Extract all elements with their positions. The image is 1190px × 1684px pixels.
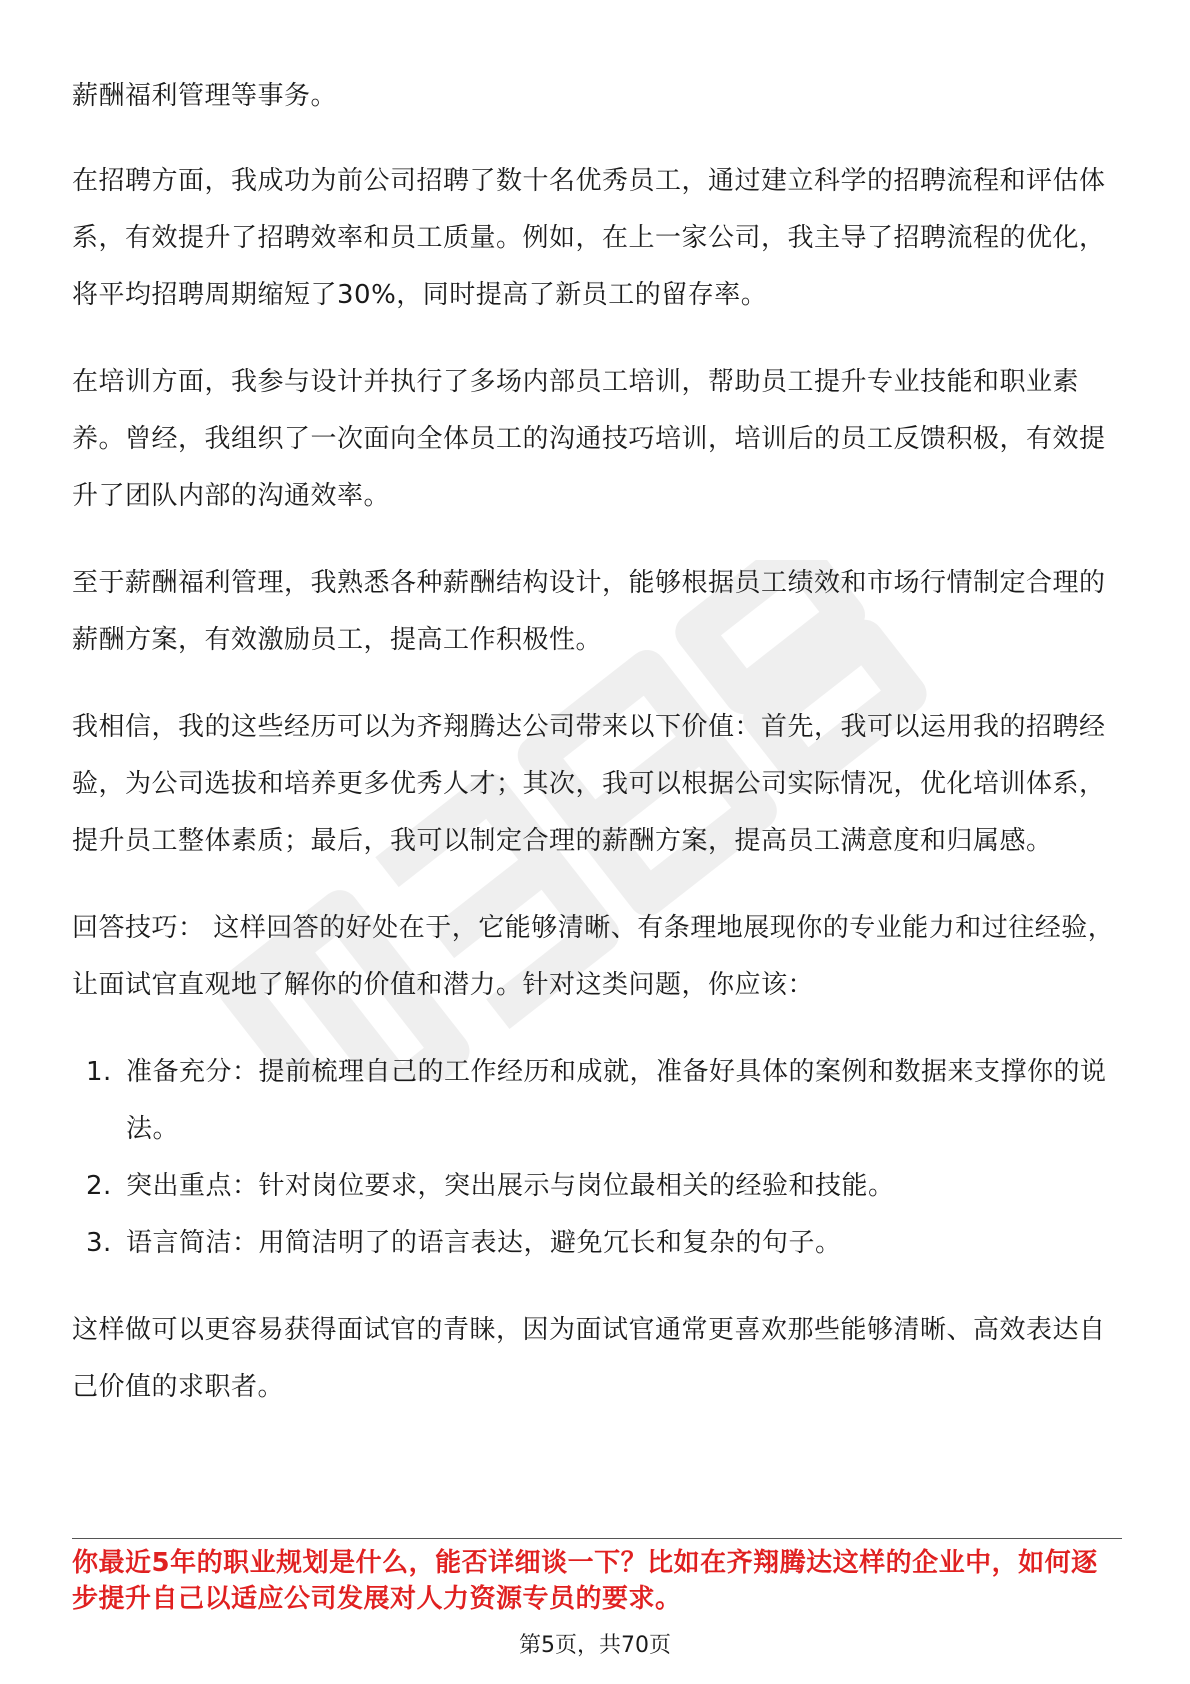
list-item-number: 1.: [86, 1057, 112, 1087]
list-item: [72, 1215, 1122, 1272]
list-item: [72, 1044, 1122, 1158]
page-number: 第5页，共70页: [519, 1633, 671, 1658]
list-item-text: 突出重点：针对岗位要求，突出展示与岗位最相关的经验和技能。: [126, 1171, 895, 1201]
paragraph-recruitment: 在招聘方面，我成功为前公司招聘了数十名优秀员工，通过建立科学的招聘流程和评估体系，有效提升了招聘效率和员工质量。例如，在上一家公司，我主导了招聘流程的优化，将平均招聘周期缩短了30%，同时提高了新员工的留存率。: [72, 166, 1106, 310]
paragraph-training: 在培训方面，我参与设计并执行了多场内部员工培训，帮助员工提升专业技能和职业素养。曾经，我组织了一次面向全体员工的沟通技巧培训，培训后的员工反馈积极，有效提升了团队内部的沟通效率。: [72, 367, 1106, 511]
document-body: [72, 68, 1122, 1446]
list-item-text: 语言简洁：用简洁明了的语言表达，避免冗长和复杂的句子。: [126, 1228, 842, 1258]
list-item: [72, 1158, 1122, 1215]
next-question-heading: 你最近5年的职业规划是什么，能否详细谈一下？比如在齐翔腾达这样的企业中，如何逐步提升自己以适应公司发展对人力资源专员的要求。: [72, 1548, 1098, 1614]
paragraph-answer-tips: 回答技巧： 这样回答的好处在于，它能够清晰、有条理地展现你的专业能力和过往经验，让面试官直观地了解你的价值和潜力。针对这类问题，你应该：: [72, 913, 1115, 1000]
paragraph-compensation: 至于薪酬福利管理，我熟悉各种薪酬结构设计，能够根据员工绩效和市场行情制定合理的薪酬方案，有效激励员工，提高工作积极性。: [72, 568, 1106, 655]
paragraph-conclusion: 这样做可以更容易获得面试官的青睐，因为面试官通常更喜欢那些能够清晰、高效表达自己价值的求职者。: [72, 1315, 1106, 1402]
paragraph-value: 我相信，我的这些经历可以为齐翔腾达公司带来以下价值：首先，我可以运用我的招聘经验，为公司选拔和培养更多优秀人才；其次，我可以根据公司实际情况，优化培训体系，提升员工整体素质；最后，我可以制定合理的薪酬方案，提高员工满意度和归属感。: [72, 712, 1106, 856]
list-item-number: 3.: [86, 1228, 112, 1258]
list-item-text: 准备充分：提前梳理自己的工作经历和成就，准备好具体的案例和数据来支撑你的说法。: [126, 1057, 1107, 1144]
section-divider: [72, 1538, 1122, 1539]
list-item-number: 2.: [86, 1171, 112, 1201]
paragraph-intro-tail: 薪酬福利管理等事务。: [72, 81, 338, 111]
tips-list: [72, 1044, 1122, 1272]
